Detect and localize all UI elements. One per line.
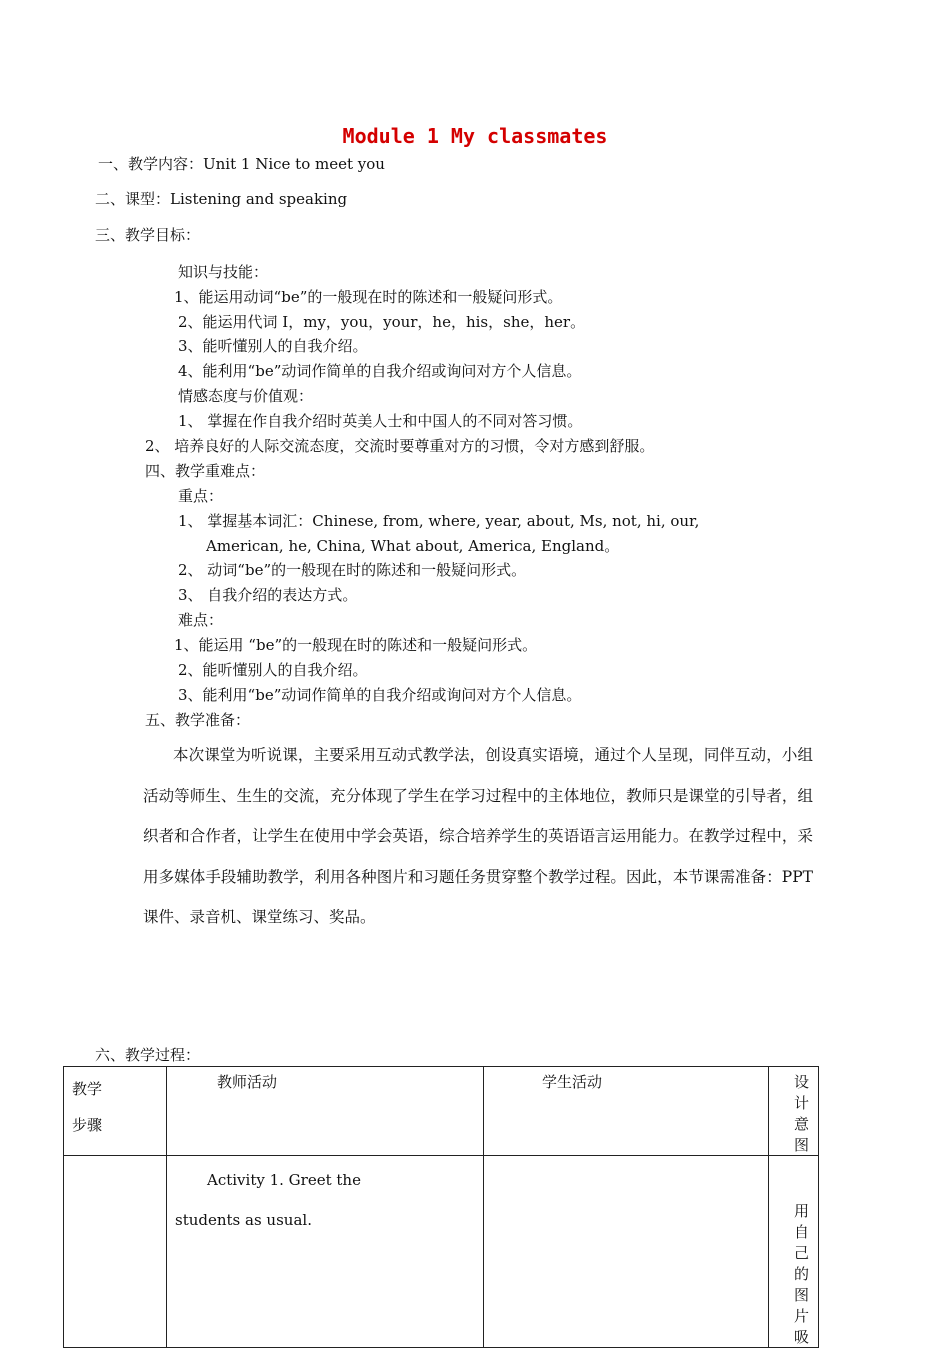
emotion-item: 1、 掌握在作自我介绍时英美人士和中国人的不同对答习惯。	[178, 412, 583, 430]
knowledge-item: 1、能运用动词“be”的一般现在时的陈述和一般疑问形式。	[174, 288, 563, 306]
difficulty-heading: 难点：	[178, 611, 224, 629]
prep-heading: 五、教学准备：	[145, 711, 251, 729]
page-title: Module 1 My classmates	[342, 124, 608, 148]
focus-item: 3、 自我介绍的表达方式。	[178, 586, 358, 604]
key-points-heading: 四、教学重难点：	[145, 462, 266, 480]
header-student: 学生活动	[484, 1067, 769, 1156]
cell-teacher: Activity 1. Greet the students as usual.	[167, 1156, 484, 1348]
knowledge-item: 2、能运用代词 I，my，you，your，he，his，she，her。	[178, 313, 586, 331]
knowledge-item: 3、能听懂别人的自我介绍。	[178, 337, 368, 355]
focus-item: 2、 动词“be”的一般现在时的陈述和一般疑问形式。	[178, 561, 527, 579]
focus-item: American, he, China, What about, America, England。	[206, 537, 620, 555]
difficulty-item: 2、能听懂别人的自我介绍。	[178, 661, 368, 679]
prep-paragraph: 本次课堂为听说课，主要采用互动式教学法，创设真实语境，通过个人呈现，同伴互动，小组活动等师生、生生的交流，充分体现了学生在学习过程中的主体地位，教师只是课堂的引导者，组织者和合作者，让学生在使用中学会英语，综合培养学生的英语语言运用能力。在教学过程中，采用多媒体手段辅助教学，利用各种图片和习题任务贯穿整个教学过程。因此，本节课需准备：PPT 课件、录音机、课堂练习、奖品。	[143, 746, 813, 927]
cell-step	[64, 1156, 167, 1348]
section-goals: 三、教学目标：	[95, 226, 201, 244]
table-row	[64, 1156, 819, 1348]
cell-student	[484, 1156, 769, 1348]
section-type: 二、课型：Listening and speaking	[95, 190, 348, 208]
difficulty-item: 3、能利用“be”动词作简单的自我介绍或询问对方个人信息。	[178, 686, 582, 704]
emotion-heading: 情感态度与价值观：	[178, 387, 314, 405]
section-content: 一、教学内容：Unit 1 Nice to meet you	[98, 155, 385, 173]
focus-item: 1、 掌握基本词汇：Chinese, from, where, year, about, Ms, not, hi, our,	[178, 512, 700, 530]
process-table	[63, 1066, 819, 1348]
knowledge-heading: 知识与技能：	[178, 263, 269, 281]
focus-heading: 重点：	[178, 487, 224, 505]
process-heading: 六、教学过程：	[95, 1046, 201, 1064]
header-step: 教学 步骤	[64, 1067, 167, 1156]
cell-intent: 用自己的图片吸	[769, 1156, 819, 1348]
difficulty-item: 1、能运用 “be”的一般现在时的陈述和一般疑问形式。	[174, 636, 538, 654]
emotion-item: 2、 培养良好的人际交流态度，交流时要尊重对方的习惯，令对方感到舒服。	[145, 437, 655, 455]
header-teacher: 教师活动	[167, 1067, 484, 1156]
table-header-row	[64, 1067, 819, 1156]
knowledge-item: 4、能利用“be”动词作简单的自我介绍或询问对方个人信息。	[178, 362, 582, 380]
header-intent: 设计意图	[769, 1067, 819, 1156]
